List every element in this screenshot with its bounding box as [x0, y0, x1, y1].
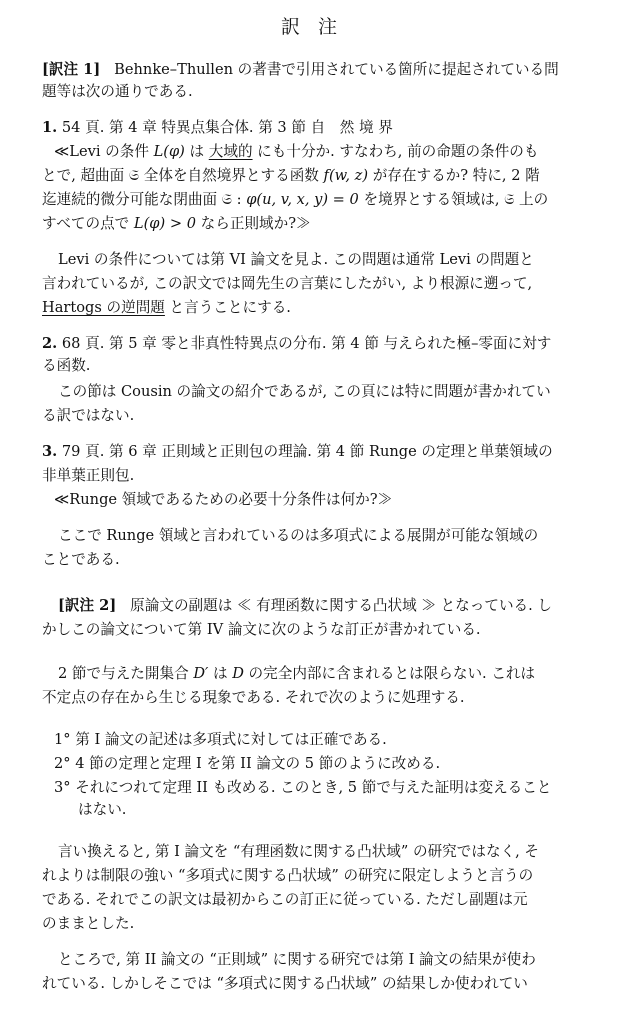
underlined-global: 大域的: [208, 143, 253, 160]
note1-label: [訳注 1]: [42, 61, 101, 78]
item2-heading-line2: る函数.: [42, 357, 91, 374]
note1-text: Behnke–Thullen の著書で引用されている箇所に提起されている問: [114, 61, 559, 78]
para-e-line4: のままとした.: [42, 915, 135, 932]
item3-para-line2: ことである.: [42, 551, 120, 568]
math-L-positive: L(φ) > 0: [133, 215, 197, 232]
note2-label: [訳注 2]: [58, 597, 117, 614]
math-L-phi: L(φ): [153, 143, 185, 160]
item1-para-line1: Levi の条件については第 VI 論文を見よ. この問題は通常 Levi の問題と: [58, 251, 534, 268]
para-d-line1: 2 節で与えた開集合 D′ は D の完全内部に含まれるとは限らない. これは: [58, 665, 536, 682]
page-title: 訳 注: [280, 16, 344, 38]
note1-line2: 題等は次の通りである.: [42, 83, 193, 100]
item2-heading-line1: 2. 68 頁. 第 5 章 零と非真性特異点の分布. 第 4 節 与えられた極–零面に対す: [42, 335, 552, 352]
para-e-line2: れよりは制限の強い “多項式に関する凸状域” の研究に限定しようと言うの: [42, 867, 534, 884]
item1-para-line3: Hartogs の逆問題 と言うことにする.: [42, 299, 291, 316]
math-f-wz: f(w, z): [323, 167, 369, 184]
item1-heading: [42, 118, 602, 138]
item1-quote-line3: 迄連続的微分可能な閉曲面 𝔖 : φ(u, v, x, y) = 0 を境界とする領域は, 𝔖 上の: [42, 191, 549, 208]
para-e-line3: である. それでこの訳文は最初からこの訂正に従っている. ただし副題は元: [42, 891, 528, 908]
para-d-line2: 不定点の存在から生じる現象である. それで次のように処理する.: [42, 689, 465, 706]
item1-quote-line1: ≪Levi の条件 L(φ) は 大域的 にも十分か. すなわち, 前の命題の条件のも: [54, 143, 539, 160]
note2-line2: かしこの論文について第 IV 論文に次のような訂正が書かれている.: [42, 621, 481, 638]
item1-quote-line2: とで, 超曲面 𝔖 全体を自然境界とする函数 f(w, z) が存在するか? 特に, 2 階: [42, 167, 540, 184]
list-item-2: 2° 4 節の定理と定理 I を第 II 論文の 5 節のように改める.: [54, 755, 441, 772]
list-item-3: 3° それにつれて定理 II も改める. このとき, 5 節で与えた証明は変えること: [54, 779, 552, 796]
item1-heading-text: 54 頁. 第 4 章 特異点集合体. 第 3 節 自 然 境 界: [61, 119, 393, 136]
item3-number: 3.: [42, 443, 58, 460]
math-phi-eq: φ(u, v, x, y) = 0: [246, 191, 359, 208]
note2-line1: [訳注 2] 原論文の副題は ≪ 有理函数に関する凸状域 ≫ となっている. し: [58, 597, 553, 614]
para-f-line2: れている. しかしそこでは “多項式に関する凸状域” の結果しか使われてい: [42, 975, 528, 992]
item2-para-line2: る訳ではない.: [42, 407, 135, 424]
math-D-prime: D′: [193, 665, 209, 682]
list-item-3-cont: はない.: [78, 801, 127, 818]
item2-para-line1: この節は Cousin の論文の紹介であるが, この頁には特に問題が書かれてい: [58, 383, 551, 400]
item2-number: 2.: [42, 335, 58, 352]
para-f-line1: ところで, 第 II 論文の “正則域” に関する研究では第 I 論文の結果が使わ: [58, 951, 536, 968]
item1-para-line2: 言われているが, この訳文では岡先生の言葉にしたがい, より根源に遡って,: [42, 275, 533, 292]
item1-quote-line4: すべての点で L(φ) > 0 なら正則域か?≫: [42, 215, 311, 232]
item1-number: 1.: [42, 119, 58, 136]
item3-quote: ≪Runge 領域であるための必要十分条件は何か?≫: [54, 491, 393, 508]
list-item-1: 1° 第 I 論文の記述は多項式に対しては正確である.: [54, 731, 387, 748]
underlined-hartogs: Hartogs の逆問題: [42, 299, 165, 316]
para-e-line1: 言い換えると, 第 I 論文を “有理函数に関する凸状域” の研究ではなく, そ: [58, 843, 540, 860]
math-D: D: [232, 665, 244, 682]
item3-heading-line2: 非単葉正則包.: [42, 467, 135, 484]
note1-line1: [42, 60, 602, 80]
item3-para-line1: ここで Runge 領域と言われているのは多項式による展開が可能な領域の: [58, 527, 539, 544]
item3-heading-line1: 3. 79 頁. 第 6 章 正則域と正則包の理論. 第 4 節 Runge の定理と単葉領域の: [42, 443, 553, 460]
